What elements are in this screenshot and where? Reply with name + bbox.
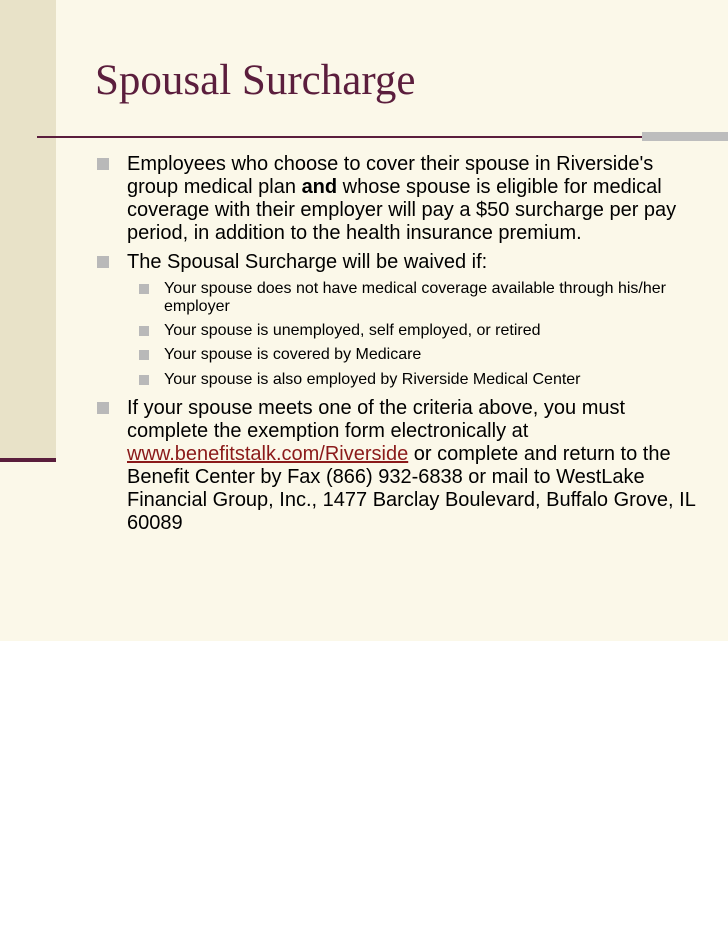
sub-bullet-square-icon: [139, 284, 149, 294]
bullet1-line3: coverage with their employer will pay a $50 surcharge per pay: [127, 199, 677, 221]
bullet2-text: The Spousal Surcharge will be waived if:: [127, 251, 488, 273]
bullet3-line5: Financial Group, Inc., 1477 Barclay Boulevard, Buffalo Grove, IL: [127, 489, 696, 511]
sub-bullet1-line2: employer: [164, 298, 230, 315]
sub-bullet-square-icon: [139, 375, 149, 385]
bullet-square-icon: [97, 158, 109, 170]
sub-bullet2: Your spouse is unemployed, self employed, or retired: [164, 322, 541, 339]
title-divider: [37, 136, 728, 138]
sidebar-panel: [0, 0, 56, 462]
bullet1-line2: [127, 176, 662, 198]
sub-bullet1-line1: Your spouse does not have medical coverage available through his/her: [164, 280, 666, 297]
bullet3-line2: complete the exemption form electronically at: [127, 420, 529, 442]
sub-bullet-square-icon: [139, 350, 149, 360]
bullet3-line6: 60089: [127, 512, 183, 534]
bullet1-bold-and: and: [301, 176, 338, 198]
bullet1-line2-start: group medical plan: [127, 176, 302, 198]
bullet3-line4: Benefit Center by Fax (866) 932-6838 or mail to WestLake: [127, 466, 645, 488]
bullet1-line2-end: whose spouse is eligible for medical: [337, 176, 662, 198]
sub-bullet-square-icon: [139, 326, 149, 336]
bullet-square-icon: [97, 402, 109, 414]
sub-bullet3: Your spouse is covered by Medicare: [164, 346, 422, 363]
bullet1-line4: period, in addition to the health insurance premium.: [127, 222, 582, 244]
accent-bar: [642, 132, 728, 141]
bullet-square-icon: [97, 256, 109, 268]
bullet3-line1: If your spouse meets one of the criteria above, you must: [127, 397, 626, 419]
slide-title: Spousal Surcharge: [95, 57, 416, 104]
bullet3-line3: [127, 443, 671, 465]
sidebar-divider: [0, 458, 56, 462]
sub-bullet4: Your spouse is also employed by Riverside Medical Center: [164, 371, 581, 388]
benefitstalk-link[interactable]: www.benefitstalk.com/Riverside: [127, 443, 409, 465]
bullet1-line1: Employees who choose to cover their spouse in Riverside's: [127, 153, 654, 175]
bullet3-line3-end: or complete and return to the: [408, 443, 671, 465]
